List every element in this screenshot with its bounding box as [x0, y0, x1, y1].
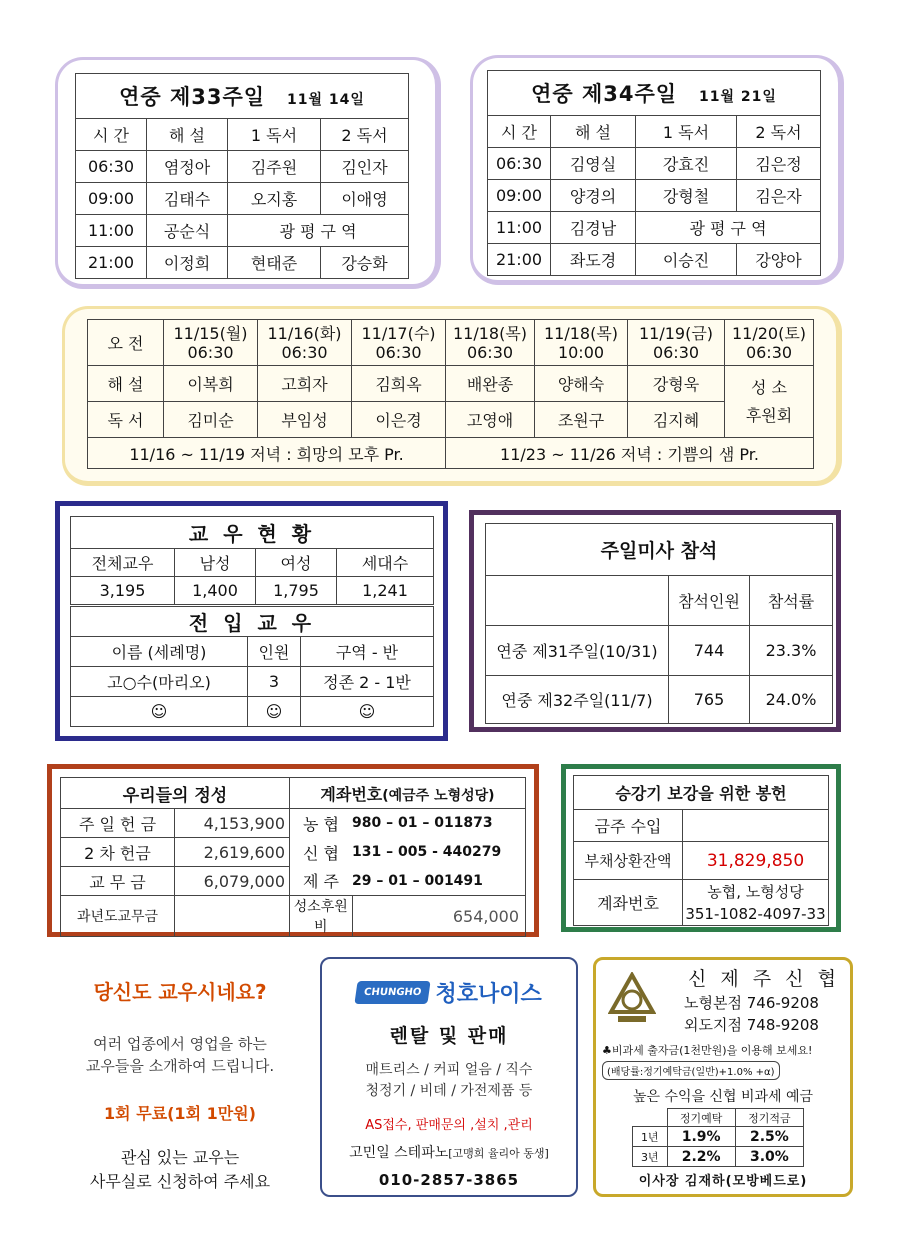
header-reading2: 2 독서 — [737, 116, 821, 148]
cell: 좌도경 — [551, 244, 636, 276]
ad-chungho — [320, 957, 578, 1197]
cell: 강승화 — [321, 247, 409, 279]
account-title: 계좌번호 — [320, 784, 383, 804]
cell: 농협, 노형성당 351-1082-4097-33 — [683, 880, 829, 926]
ad3-chairman: 이사장 김재하(모방베드로) — [638, 1174, 808, 1189]
members-title: 교 우 현 황 — [71, 517, 434, 549]
cell: 금주 수입 — [574, 810, 683, 842]
header: 세대수 — [337, 549, 434, 577]
ad3-title: 신 제 주 신 협 — [688, 968, 840, 990]
weekday-box — [62, 306, 842, 486]
cell: 김미순 — [164, 402, 258, 438]
cell: 09:00 — [76, 183, 147, 215]
ad3-branches: 노형본점 746-9208 외도지점 748-9208 — [684, 994, 819, 1034]
cell: 주 일 헌 금 — [61, 809, 175, 838]
header: 참석인원 — [669, 576, 750, 626]
cell: 1,241 — [337, 577, 434, 605]
smiley-icon: ☺ — [248, 697, 301, 727]
evening-notice-right: 11/23 ~ 11/26 저녁 : 기쁨의 샘 Pr. — [446, 438, 814, 469]
cell: 21:00 — [76, 247, 147, 279]
header-reading1: 1 독서 — [228, 119, 321, 151]
cell: 3,195 — [71, 577, 175, 605]
cell: 고영애 — [446, 402, 535, 438]
header: 인원 — [248, 637, 301, 667]
cell: 오지홍 — [228, 183, 321, 215]
cell: 성소후원비 — [290, 896, 353, 937]
header: 정기예탁 — [667, 1109, 735, 1127]
header-time: 시 간 — [76, 119, 147, 151]
ad2-products: 매트리스 / 커피 얼음 / 직수 청정기 / 비데 / 가전제품 등 — [365, 1062, 533, 1099]
ad2-phone: 010-2857-3865 — [378, 1171, 520, 1189]
ad2-contact: 고민일 스테파노[고맹희 율리아 동생] — [349, 1145, 549, 1161]
ad3-deposit-title: 높은 수익을 신협 비과세 예금 — [632, 1089, 814, 1105]
ad1-price: 1회 무료(1회 1만원) — [104, 1104, 256, 1123]
ad-credit-union — [593, 957, 853, 1197]
cell: 부임성 — [258, 402, 352, 438]
cell: 교 무 금 — [61, 867, 175, 896]
header-reading2: 2 독서 — [321, 119, 409, 151]
cell: 김태수 — [147, 183, 228, 215]
offering-title: 우리들의 정성 — [61, 778, 290, 809]
evening-notice-left: 11/16 ~ 11/19 저녁 : 희망의 모후 Pr. — [88, 438, 446, 469]
cell: 강양아 — [737, 244, 821, 276]
cell: 고○수(마리오) — [71, 667, 248, 697]
week34-table — [487, 70, 821, 276]
ad1-title: 당신도 교우시네요? — [93, 980, 267, 1004]
label-time: 오 전 — [88, 320, 164, 366]
empty-cell — [633, 1109, 668, 1127]
attendance-box — [469, 510, 841, 732]
cell: 21:00 — [488, 244, 551, 276]
cell: 김희옥 — [352, 366, 446, 402]
cell: 이은경 — [352, 402, 446, 438]
ad-members-business — [55, 968, 305, 1191]
cell — [683, 810, 829, 842]
week34-date: 11월 21일 — [699, 89, 777, 105]
cell: 131 – 005 - 440279 — [352, 838, 526, 867]
cell: 09:00 — [488, 180, 551, 212]
cell: 3년 — [633, 1147, 668, 1167]
day-header: 11/19(금) 06:30 — [628, 320, 725, 366]
account-title-sub: (예금주 노형성당) — [382, 787, 495, 804]
cell: 11:00 — [488, 212, 551, 244]
cell: 현태준 — [228, 247, 321, 279]
cell: 강형철 — [636, 180, 737, 212]
week33-box — [55, 57, 441, 289]
smiley-icon: ☺ — [71, 697, 248, 727]
chungho-logo-kr: 청호나이스 — [435, 981, 542, 1007]
week34-title-cell — [488, 71, 821, 116]
day-header: 11/18(목) 10:00 — [535, 320, 628, 366]
cell: 농 협 — [290, 809, 353, 838]
cell: 765 — [669, 676, 750, 724]
attendance-table — [485, 523, 833, 724]
cell: 1.9% — [667, 1127, 735, 1147]
cell: 이복희 — [164, 366, 258, 402]
cell: 김은자 — [737, 180, 821, 212]
cell: 김은정 — [737, 148, 821, 180]
header: 참석률 — [750, 576, 833, 626]
cell: 광 평 구 역 — [636, 212, 821, 244]
elevator-table — [573, 775, 829, 926]
members-box — [55, 501, 448, 741]
cell: 2.2% — [667, 1147, 735, 1167]
cell: 광 평 구 역 — [228, 215, 409, 247]
week34-box — [470, 55, 844, 285]
cell: 김영실 — [551, 148, 636, 180]
cell: 4,153,900 — [175, 809, 290, 838]
cell: 2 차 헌금 — [61, 838, 175, 867]
day-header: 11/17(수) 06:30 — [352, 320, 446, 366]
cell: 배완종 — [446, 366, 535, 402]
header-reading1: 1 독서 — [636, 116, 737, 148]
cell: 고희자 — [258, 366, 352, 402]
cell: 부채상환잔액 — [574, 842, 683, 880]
empty-cell — [486, 576, 669, 626]
cell: 김지혜 — [628, 402, 725, 438]
cell: 11:00 — [76, 215, 147, 247]
account-title-cell — [290, 778, 526, 809]
chungho-logo-en: CHUNGHO — [355, 981, 432, 1004]
week33-table — [75, 73, 409, 279]
cell: 654,000 — [352, 896, 526, 937]
cell: 744 — [669, 626, 750, 676]
cell: 3 — [248, 667, 301, 697]
cell: 양해숙 — [535, 366, 628, 402]
cell: 연중 제31주일(10/31) — [486, 626, 669, 676]
weekday-table — [87, 319, 814, 469]
ad1-desc: 여러 업종에서 영업을 하는 교우들을 소개하여 드립니다. — [85, 1035, 275, 1075]
cell: 1,400 — [175, 577, 256, 605]
header-time: 시 간 — [488, 116, 551, 148]
cell: 공순식 — [147, 215, 228, 247]
empty-cell — [175, 896, 290, 937]
day-header: 11/18(목) 06:30 — [446, 320, 535, 366]
cell: 강효진 — [636, 148, 737, 180]
ad2-subtitle: 렌탈 및 판매 — [389, 1025, 509, 1047]
members-table — [70, 516, 434, 605]
ad3-promo-sub: (배당률:정기예탁금(일반)+1.0% +α) — [602, 1061, 780, 1080]
header: 여성 — [256, 549, 337, 577]
header: 구역 - 반 — [301, 637, 434, 667]
cell: 양경의 — [551, 180, 636, 212]
cell: 23.3% — [750, 626, 833, 676]
offering-table — [60, 777, 526, 937]
cell: 6,079,000 — [175, 867, 290, 896]
cell: 강형욱 — [628, 366, 725, 402]
sat-group: 성 소 후원회 — [725, 366, 814, 438]
cell: 제 주 — [290, 867, 353, 896]
cell: 김경남 — [551, 212, 636, 244]
cell: 31,829,850 — [683, 842, 829, 880]
header: 정기적금 — [735, 1109, 803, 1127]
attendance-title: 주일미사 참석 — [486, 524, 833, 576]
new-members-table — [70, 606, 434, 727]
cell: 이정희 — [147, 247, 228, 279]
cell: 과년도교무금 — [61, 896, 175, 937]
cell: 정존 2 - 1반 — [301, 667, 434, 697]
header: 이름 (세례명) — [71, 637, 248, 667]
cell: 1년 — [633, 1127, 668, 1147]
smiley-icon: ☺ — [301, 697, 434, 727]
cell: 2.5% — [735, 1127, 803, 1147]
cell: 06:30 — [488, 148, 551, 180]
cell: 1,795 — [256, 577, 337, 605]
week33-title: 연중 제33주일 — [119, 85, 266, 109]
cell: 29 – 01 – 001491 — [352, 867, 526, 896]
cell: 계좌번호 — [574, 880, 683, 926]
day-header: 11/16(화) 06:30 — [258, 320, 352, 366]
chungho-logo — [322, 975, 576, 1009]
cell: 2,619,600 — [175, 838, 290, 867]
cell: 김주원 — [228, 151, 321, 183]
cell: 이애영 — [321, 183, 409, 215]
week33-title-cell — [76, 74, 409, 119]
cell: 3.0% — [735, 1147, 803, 1167]
cell: 신 협 — [290, 838, 353, 867]
label-commentary: 해 설 — [88, 366, 164, 402]
credit-union-logo-icon — [608, 972, 656, 1026]
cell: 김인자 — [321, 151, 409, 183]
header-commentary: 해 설 — [147, 119, 228, 151]
header-commentary: 해 설 — [551, 116, 636, 148]
day-header: 11/20(토) 06:30 — [725, 320, 814, 366]
day-header: 11/15(월) 06:30 — [164, 320, 258, 366]
cell: 980 – 01 – 011873 — [352, 809, 526, 838]
elevator-box — [561, 764, 841, 932]
ad3-promo: ♣비과세 출자금(1천만원)을 이용해 보세요! — [602, 1044, 813, 1057]
ad2-service: AS접수, 판매문의 ,설치 ,관리 — [365, 1118, 533, 1133]
label-reading: 독 서 — [88, 402, 164, 438]
elevator-title: 승강기 보강을 위한 봉헌 — [574, 776, 829, 810]
cell: 24.0% — [750, 676, 833, 724]
week34-title: 연중 제34주일 — [531, 82, 678, 106]
cell: 06:30 — [76, 151, 147, 183]
week33-date: 11월 14일 — [287, 92, 365, 108]
cell: 조원구 — [535, 402, 628, 438]
header: 남성 — [175, 549, 256, 577]
offering-box — [47, 764, 539, 937]
cell: 염정아 — [147, 151, 228, 183]
cell: 연중 제32주일(11/7) — [486, 676, 669, 724]
header: 전체교우 — [71, 549, 175, 577]
cell: 이승진 — [636, 244, 737, 276]
new-members-title: 전 입 교 우 — [71, 607, 434, 637]
ad3-rate-table — [632, 1108, 804, 1167]
ad1-footer: 관심 있는 교우는 사무실로 신청하여 주세요 — [89, 1148, 271, 1191]
